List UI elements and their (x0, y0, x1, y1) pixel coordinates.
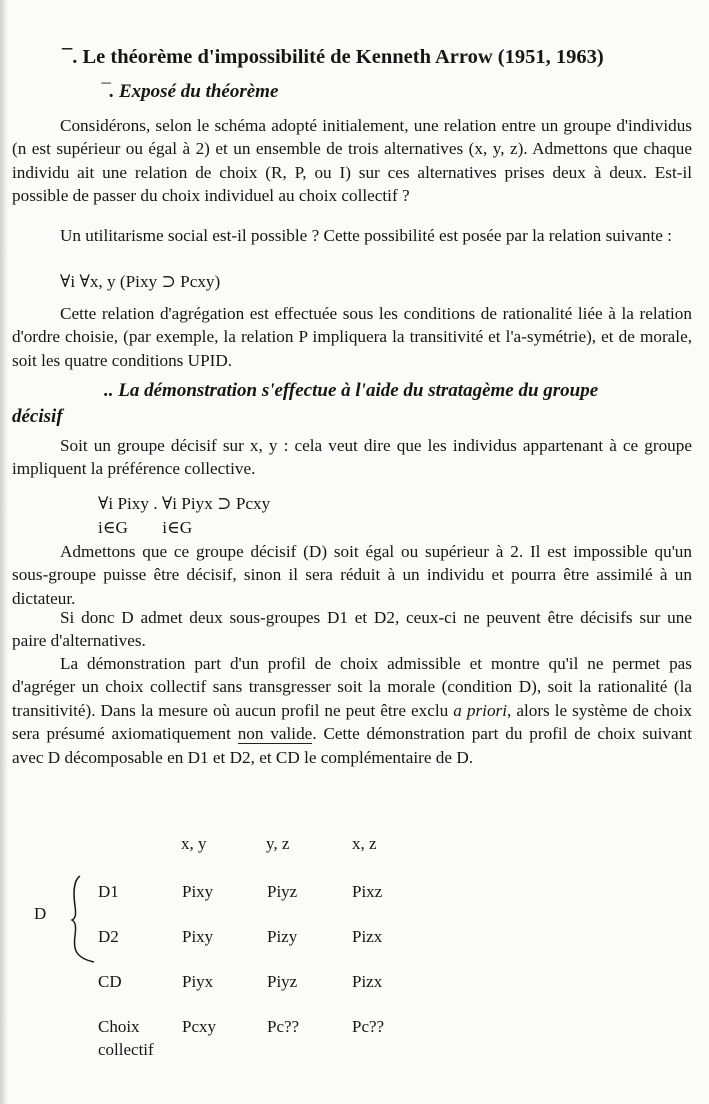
formula-2: ∀i Pixy . ∀i Piyx ⊃ Pcxy (98, 494, 271, 513)
cell-cd-yz: Piyz (267, 972, 298, 991)
cell-cd-xz: Pizx (352, 972, 383, 991)
non-valide-underlined: non valide (237, 724, 313, 744)
cell-d2-yz: Pizy (267, 927, 298, 946)
heading-3-continued: décisif (12, 406, 63, 427)
paragraph-7-text-b: , alors le système de choix sera présumé axiomatiquement (12, 700, 692, 744)
header-xy: x, y (181, 834, 207, 853)
paragraph-5: Admettons que ce groupe décisif (D) soit égal ou supérieur à 2. Il est impossible qu'un sous-groupe puisse être décisif, sinon il sera réduit à un individu et pourra être assimilé à un dictateur. (12, 542, 692, 608)
paragraph-6: Si donc D admet deux sous-groupes D1 et D2, ceux-ci ne peuvent être décisifs sur une paire d'alternatives. (12, 608, 692, 651)
row-d1-label: D1 (98, 882, 119, 901)
paragraph-1: Considérons, selon le schéma adopté initialement, une relation entre un groupe d'individus (n est supérieur ou égal à 2) et un ensemble de trois alternatives (x, y, z). Admettons que chaque individu ait une relation de choix (R, P, ou I) sur ces alternatives prises deux à deux. Est-il possible de passer du choix individuel au choix collectif ? (12, 116, 692, 206)
heading-3: .. La démonstration s'effectue à l'aide du stratagème du groupe (104, 380, 599, 401)
cell-collective-xz: Pc?? (352, 1017, 385, 1036)
cell-collective-yz: Pc?? (267, 1017, 300, 1036)
paragraph-7-text-c: . Cette démonstration part du profil de choix suivant avec D décomposable en D1 et D2, et CD le complémentaire de D. (12, 724, 692, 767)
section-title: ¯. Le théorème d'impossibilité de Kenneth Arrow (1951, 1963) (62, 46, 604, 68)
cell-d1-yz: Piyz (267, 882, 298, 901)
header-yz: y, z (266, 834, 290, 853)
paragraph-7 (12, 652, 692, 769)
cell-d2-xy: Pixy (182, 927, 214, 946)
header-xz: x, z (352, 834, 377, 853)
formula-1: ∀i ∀x, y (Pixy ⊃ Pcxy) (60, 272, 221, 291)
subsection-title: ¯. Exposé du théorème (100, 81, 279, 102)
cell-collective-xy: Pcxy (182, 1017, 216, 1036)
row-d2-label: D2 (98, 927, 119, 946)
cell-d1-xz: Pixz (352, 882, 383, 901)
a-priori-emphasis: a priori (453, 700, 508, 720)
paragraph-4: Soit un groupe décisif sur x, y : cela veut dire que les individus appartenant à ce groupe impliquent la préférence collective. (12, 436, 692, 479)
group-d-label: D (34, 904, 47, 923)
binding-shadow (0, 0, 8, 1104)
paragraph-3: Cette relation d'agrégation est effectuée sous les conditions de rationalité liée à la relation d'ordre choisie, (par exemple, la relation P impliquera la transitivité et l'a-symétrie), et de morale, soit les quatre conditions UPID. (12, 304, 692, 370)
paragraph-7-text-a: La démonstration part d'un profil de choix admissible et montre qu'il ne permet pas d'agréger un choix collectif sans transgresser soit la morale (condition D), soit la rationalité (la transitivité). Dans la mesure où aucun profil ne peut être exclu (12, 654, 692, 720)
cell-cd-xy: Piyx (182, 972, 214, 991)
cell-d1-xy: Pixy (182, 882, 214, 901)
row-collective-label-2: collectif (98, 1040, 154, 1059)
group-brace (70, 872, 100, 964)
cell-d2-xz: Pizx (352, 927, 383, 946)
paragraph-2: Un utilitarisme social est-il possible ? Cette possibilité est posée par la relation suivante : (60, 226, 672, 245)
formula-2-subscripts: i∈G i∈G (98, 518, 193, 537)
row-collective-label: Choix (98, 1017, 140, 1036)
row-cd-label: CD (98, 972, 122, 991)
